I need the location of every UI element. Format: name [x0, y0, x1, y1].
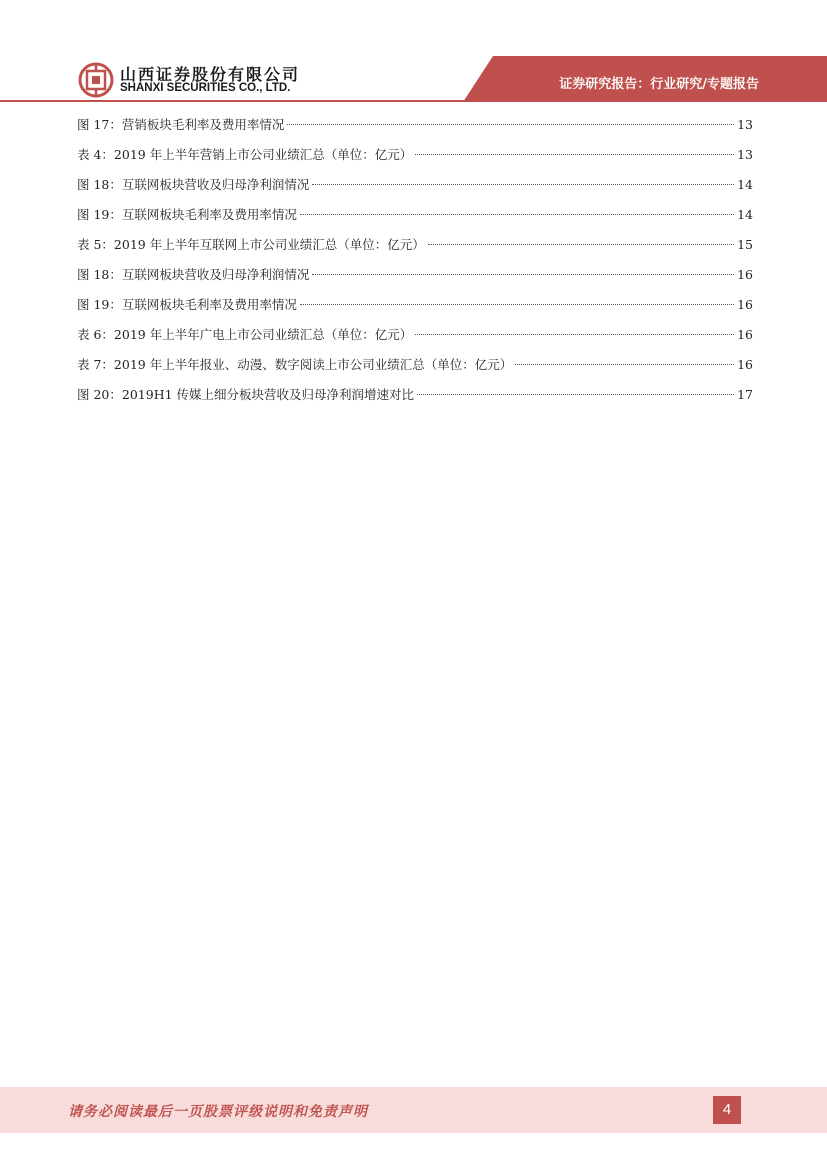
- toc-dot-leader: [515, 364, 734, 365]
- toc-entry[interactable]: [77, 264, 753, 294]
- toc-dot-leader: [428, 244, 734, 245]
- toc-entry-page: 16: [737, 297, 753, 312]
- toc-entry-page: 13: [737, 147, 753, 162]
- toc-dot-leader: [417, 394, 734, 395]
- toc-entry[interactable]: [77, 204, 753, 234]
- company-name-cn: 山西证券股份有限公司: [120, 65, 301, 84]
- toc-entry-label: 表 6：2019 年上半年广电上市公司业绩汇总（单位：亿元）: [77, 327, 413, 342]
- toc-entry[interactable]: [77, 114, 753, 144]
- table-of-figures: [77, 114, 753, 414]
- toc-entry-label: 图 18：互联网板块营收及归母净利润情况: [77, 267, 310, 282]
- toc-entry-page: 16: [737, 327, 753, 342]
- toc-entry-label: 表 4：2019 年上半年营销上市公司业绩汇总（单位：亿元）: [77, 147, 413, 162]
- toc-entry[interactable]: [77, 294, 753, 324]
- page-header: [0, 0, 827, 112]
- page-number: 4: [713, 1096, 741, 1124]
- toc-entry-label: 表 5：2019 年上半年互联网上市公司业绩汇总（单位：亿元）: [77, 237, 425, 252]
- toc-dot-leader: [300, 214, 734, 215]
- toc-entry-label: 图 19：互联网板块毛利率及费用率情况: [77, 297, 297, 312]
- toc-entry[interactable]: [77, 324, 753, 354]
- toc-entry-label: 图 19：互联网板块毛利率及费用率情况: [77, 207, 297, 222]
- report-type: 证券研究报告：行业研究/专题报告: [559, 77, 759, 92]
- toc-entry[interactable]: [77, 144, 753, 174]
- toc-entry[interactable]: [77, 384, 753, 414]
- toc-entry-page: 14: [737, 207, 753, 222]
- toc-entry[interactable]: [77, 174, 753, 204]
- toc-dot-leader: [312, 274, 734, 275]
- toc-dot-leader: [287, 124, 734, 125]
- toc-entry-label: 图 18：互联网板块营收及归母净利润情况: [77, 177, 310, 192]
- toc-entry-page: 16: [737, 357, 753, 372]
- company-logo-icon: [78, 62, 114, 98]
- toc-entry-page: 15: [737, 237, 753, 252]
- toc-dot-leader: [300, 304, 734, 305]
- toc-entry-label: 图 17：营销板块毛利率及费用率情况: [77, 117, 285, 132]
- page-footer: [0, 1087, 827, 1133]
- toc-dot-leader: [415, 154, 734, 155]
- company-name-en: SHANXI SECURITIES CO., LTD.: [120, 82, 291, 94]
- toc-dot-leader: [415, 334, 734, 335]
- toc-entry-page: 16: [737, 267, 753, 282]
- toc-dot-leader: [312, 184, 734, 185]
- toc-entry-page: 13: [737, 117, 753, 132]
- toc-entry-label: 图 20：2019H1 传媒上细分板块营收及归母净利润增速对比: [77, 387, 415, 402]
- toc-entry[interactable]: [77, 354, 753, 384]
- toc-entry[interactable]: [77, 234, 753, 264]
- toc-entry-label: 表 7：2019 年上半年报业、动漫、数字阅读上市公司业绩汇总（单位：亿元）: [77, 357, 513, 372]
- toc-entry-page: 14: [737, 177, 753, 192]
- toc-entry-page: 17: [737, 387, 753, 402]
- disclaimer-notice: 请务必阅读最后一页股票评级说明和免责声明: [68, 1104, 368, 1120]
